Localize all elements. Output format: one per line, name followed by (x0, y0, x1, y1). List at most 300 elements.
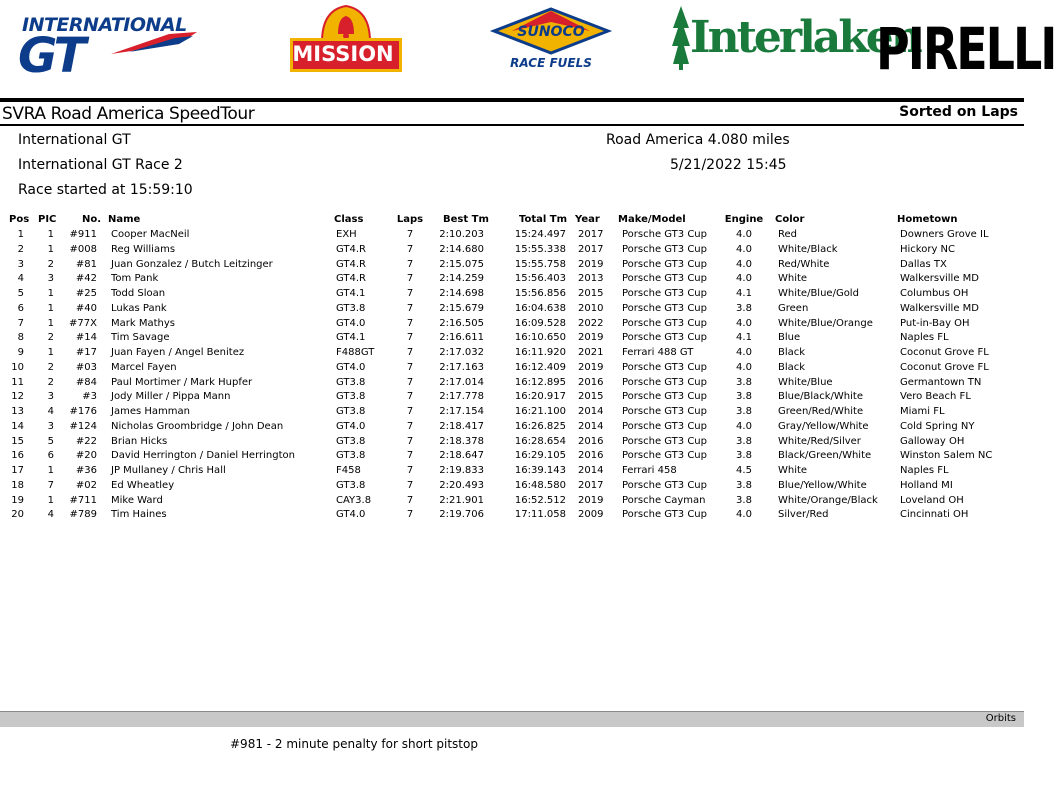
cell-year: 2009 (578, 509, 604, 521)
cell-engine: 3.8 (736, 376, 752, 388)
cell-driver-name: Brian Hicks (111, 435, 168, 447)
sunoco-diamond-icon (492, 8, 610, 54)
cell-pic: 1 (47, 229, 54, 240)
header-pos: Pos (9, 214, 30, 225)
cell-make-model: Porsche GT3 Cup (622, 288, 707, 299)
cell-make-model: Porsche GT3 Cup (622, 509, 707, 521)
cell-pos: 20 (11, 509, 24, 521)
cell-best-time: 2:14.698 (439, 288, 484, 299)
cell-total-time: 16:52.512 (514, 494, 566, 506)
cell-color: White/Red/Silver (778, 435, 861, 447)
table-row (0, 493, 1024, 508)
checkered-sweep-icon (109, 30, 199, 56)
cell-laps: 7 (406, 465, 414, 476)
cell-engine: 4.0 (736, 361, 752, 373)
cell-laps: 7 (406, 243, 414, 255)
cell-engine: 3.8 (736, 391, 752, 403)
cell-engine: 3.8 (736, 479, 752, 491)
pirelli-logo (876, 10, 1055, 83)
cell-year: 2014 (578, 420, 604, 432)
cell-pos: 12 (11, 391, 24, 403)
cell-best-time: 2:20.493 (439, 479, 484, 491)
cell-car-number: #176 (69, 406, 97, 417)
cell-class: GT3.8 (336, 302, 366, 314)
orbits-label: Orbits (985, 713, 1016, 724)
cell-year: 2022 (578, 317, 604, 329)
igt-logo-top-text: INTERNATIONAL (22, 14, 187, 36)
cell-laps: 7 (406, 435, 414, 447)
cell-pic: 3 (47, 420, 54, 432)
cell-best-time: 2:17.778 (439, 391, 484, 403)
cell-driver-name: Reg Williams (111, 243, 176, 255)
cell-total-time: 16:39.143 (514, 465, 566, 476)
table-row (0, 419, 1024, 434)
cell-class: GT3.8 (336, 435, 366, 447)
table-row (0, 257, 1024, 272)
cell-class: GT4.0 (336, 420, 366, 432)
cell-class: GT4.R (336, 258, 366, 270)
header-year: Year (575, 214, 600, 225)
cell-driver-name: Todd Sloan (111, 288, 166, 299)
cell-color: Black/Green/White (778, 450, 872, 462)
cell-engine: 4.0 (736, 229, 752, 240)
cell-color: Green/Red/White (778, 406, 864, 417)
cell-engine: 4.0 (736, 347, 752, 358)
cell-make-model: Ferrari 458 (622, 465, 677, 476)
cell-class: GT3.8 (336, 391, 366, 403)
cell-pic: 4 (47, 509, 54, 521)
cell-driver-name: Tim Haines (111, 509, 167, 521)
cell-engine: 3.8 (736, 302, 752, 314)
cell-total-time: 15:55.758 (514, 258, 566, 270)
cell-year: 2016 (578, 450, 604, 462)
table-row (0, 345, 1024, 360)
cell-laps: 7 (406, 347, 414, 358)
cell-total-time: 15:56.856 (514, 288, 566, 299)
race-name: International GT Race 2 (18, 157, 183, 173)
international-gt-logo (14, 10, 199, 84)
cell-driver-name: Mike Ward (111, 494, 163, 506)
cell-car-number: #02 (75, 479, 97, 491)
cell-class: GT4.0 (336, 317, 366, 329)
cell-total-time: 16:20.917 (514, 391, 566, 403)
cell-driver-name: JP Mullaney / Chris Hall (111, 465, 226, 476)
cell-total-time: 16:12.409 (514, 361, 566, 373)
table-row (0, 404, 1024, 419)
cell-pic: 1 (47, 302, 54, 314)
cell-total-time: 16:26.825 (514, 420, 566, 432)
header-pic: PIC (38, 214, 57, 225)
cell-hometown: Miami FL (900, 406, 945, 417)
cell-color: Red (778, 229, 797, 240)
cell-year: 2019 (578, 494, 604, 506)
table-row (0, 271, 1024, 286)
table-row (0, 448, 1024, 463)
cell-engine: 3.8 (736, 494, 752, 506)
header-hometown: Hometown (897, 214, 958, 225)
cell-year: 2017 (578, 479, 604, 491)
cell-pos: 10 (11, 361, 24, 373)
cell-engine: 4.0 (736, 317, 752, 329)
cell-class: F458 (336, 465, 361, 476)
cell-laps: 7 (406, 420, 414, 432)
cell-year: 2013 (578, 273, 604, 285)
cell-total-time: 16:29.105 (514, 450, 566, 462)
cell-best-time: 2:17.014 (439, 376, 484, 388)
cell-class: GT4.1 (336, 288, 366, 299)
cell-driver-name: Paul Mortimer / Mark Hupfer (111, 376, 253, 388)
cell-class: EXH (336, 229, 357, 240)
cell-laps: 7 (406, 376, 414, 388)
cell-engine: 4.0 (736, 420, 752, 432)
table-row (0, 242, 1024, 257)
cell-hometown: Naples FL (900, 332, 949, 344)
cell-class: GT4.0 (336, 509, 366, 521)
cell-hometown: Hickory NC (900, 243, 956, 255)
cell-total-time: 15:56.403 (514, 273, 566, 285)
cell-pos: 4 (17, 273, 24, 285)
table-row (0, 478, 1024, 493)
cell-pic: 4 (47, 406, 54, 417)
cell-pos: 1 (17, 229, 24, 240)
interlaken-logo (672, 2, 920, 72)
table-row (0, 434, 1024, 449)
cell-make-model: Porsche GT3 Cup (622, 273, 707, 285)
cell-make-model: Porsche GT3 Cup (622, 317, 707, 329)
cell-pos: 5 (17, 288, 24, 299)
cell-best-time: 2:18.417 (439, 420, 484, 432)
cell-laps: 7 (406, 450, 414, 462)
cell-car-number: #25 (75, 288, 97, 299)
race-datetime: 5/21/2022 15:45 (670, 157, 787, 173)
footer-bar (0, 711, 1024, 727)
cell-year: 2014 (578, 406, 604, 417)
cell-car-number: #789 (69, 509, 97, 521)
cell-car-number: #40 (75, 302, 97, 314)
table-row (0, 389, 1024, 404)
table-row (0, 375, 1024, 390)
cell-pos: 13 (11, 406, 24, 417)
cell-color: White (778, 465, 808, 476)
cell-engine: 4.0 (736, 258, 752, 270)
cell-driver-name: James Hamman (111, 406, 190, 417)
mission-logo-text: MISSION (292, 42, 394, 66)
cell-year: 2015 (578, 391, 604, 403)
cell-engine: 4.5 (736, 465, 752, 476)
cell-best-time: 2:15.679 (439, 302, 484, 314)
cell-pos: 17 (11, 465, 24, 476)
cell-best-time: 2:21.901 (439, 494, 484, 506)
cell-car-number: #42 (75, 273, 97, 285)
cell-driver-name: Marcel Fayen (111, 361, 177, 373)
cell-hometown: Put-in-Bay OH (900, 317, 970, 329)
cell-hometown: Galloway OH (900, 435, 965, 447)
cell-hometown: Vero Beach FL (900, 391, 971, 403)
cell-color: White/Blue (778, 376, 833, 388)
cell-car-number: #84 (75, 376, 97, 388)
cell-best-time: 2:15.075 (439, 258, 484, 270)
table-row (0, 360, 1024, 375)
bell-crest-icon (318, 4, 374, 42)
header-name: Name (108, 214, 141, 225)
cell-pic: 3 (47, 273, 54, 285)
cell-hometown: Cincinnati OH (900, 509, 969, 521)
cell-driver-name: Juan Gonzalez / Butch Leitzinger (111, 258, 273, 270)
cell-best-time: 2:18.647 (439, 450, 484, 462)
event-title: SVRA Road America SpeedTour (2, 104, 255, 124)
cell-total-time: 16:12.895 (514, 376, 566, 388)
cell-hometown: Downers Grove IL (900, 229, 989, 240)
cell-color: Red/White (778, 258, 830, 270)
cell-hometown: Walkersville MD (900, 273, 979, 285)
cell-best-time: 2:17.154 (439, 406, 484, 417)
cell-total-time: 16:11.920 (514, 347, 566, 358)
cell-car-number: #81 (75, 258, 97, 270)
cell-make-model: Porsche GT3 Cup (622, 258, 707, 270)
cell-make-model: Porsche GT3 Cup (622, 376, 707, 388)
cell-total-time: 16:10.650 (514, 332, 566, 344)
cell-laps: 7 (406, 406, 414, 417)
cell-year: 2019 (578, 258, 604, 270)
cell-year: 2016 (578, 435, 604, 447)
cell-total-time: 16:09.528 (514, 317, 566, 329)
series-name: International GT (18, 132, 131, 148)
cell-driver-name: Jody Miller / Pippa Mann (111, 391, 231, 403)
cell-total-time: 16:48.580 (514, 479, 566, 491)
cell-car-number: #008 (69, 243, 97, 255)
cell-driver-name: Ed Wheatley (111, 479, 175, 491)
penalty-note: #981 - 2 minute penalty for short pitstop (230, 737, 478, 751)
cell-laps: 7 (406, 273, 414, 285)
cell-class: GT3.8 (336, 450, 366, 462)
cell-make-model: Porsche GT3 Cup (622, 332, 707, 344)
cell-driver-name: Tim Savage (111, 332, 170, 344)
cell-class: GT4.R (336, 273, 366, 285)
cell-make-model: Porsche GT3 Cup (622, 450, 707, 462)
sunoco-logo-subtext: RACE FUELS (510, 56, 592, 70)
cell-engine: 4.0 (736, 243, 752, 255)
cell-color: Gray/Yellow/White (778, 420, 869, 432)
cell-hometown: Dallas TX (900, 258, 947, 270)
cell-engine: 4.1 (736, 332, 752, 344)
cell-total-time: 16:28.654 (514, 435, 566, 447)
cell-engine: 3.8 (736, 450, 752, 462)
cell-pos: 8 (17, 332, 24, 344)
cell-car-number: #124 (69, 420, 97, 432)
cell-laps: 7 (406, 509, 414, 521)
header-rule (0, 98, 1024, 102)
cell-make-model: Porsche GT3 Cup (622, 302, 707, 314)
cell-total-time: 15:24.497 (514, 229, 566, 240)
header-no: No. (82, 214, 102, 225)
header-engine: Engine (724, 214, 764, 225)
cell-hometown: Loveland OH (900, 494, 964, 506)
cell-pic: 1 (47, 288, 54, 299)
cell-pic: 2 (47, 361, 54, 373)
cell-year: 2019 (578, 332, 604, 344)
cell-driver-name: Lukas Pank (111, 302, 167, 314)
table-header-row (0, 212, 1024, 227)
cell-best-time: 2:19.706 (439, 509, 484, 521)
cell-laps: 7 (406, 288, 414, 299)
cell-year: 2019 (578, 361, 604, 373)
cell-year: 2017 (578, 243, 604, 255)
cell-total-time: 15:55.338 (514, 243, 566, 255)
cell-pos: 7 (17, 317, 24, 329)
cell-driver-name: Tom Pank (111, 273, 159, 285)
table-row (0, 507, 1024, 522)
cell-pic: 2 (47, 332, 54, 344)
cell-class: GT4.1 (336, 332, 366, 344)
sponsor-logos (0, 0, 1055, 90)
cell-pic: 2 (47, 258, 54, 270)
header-class: Class (334, 214, 364, 225)
table-body (0, 227, 1024, 522)
header-make-model: Make/Model (618, 214, 686, 225)
cell-engine: 4.1 (736, 288, 752, 299)
cell-car-number: #20 (75, 450, 97, 462)
header-total-time: Total Tm (519, 214, 568, 225)
cell-driver-name: Nicholas Groombridge / John Dean (111, 420, 284, 432)
cell-pic: 1 (47, 317, 54, 329)
cell-color: White/Black (778, 243, 838, 255)
sunoco-logo (492, 8, 610, 72)
cell-car-number: #14 (75, 332, 97, 344)
mission-logo (290, 4, 402, 72)
cell-pic: 7 (47, 479, 54, 491)
pirelli-logo-text: PIRELLI (876, 15, 1055, 83)
cell-best-time: 2:16.505 (439, 317, 484, 329)
cell-laps: 7 (406, 317, 414, 329)
cell-make-model: Porsche GT3 Cup (622, 420, 707, 432)
cell-color: Blue/Yellow/White (778, 479, 867, 491)
table-row (0, 316, 1024, 331)
cell-pic: 1 (47, 465, 54, 476)
table-row (0, 330, 1024, 345)
cell-laps: 7 (406, 229, 414, 240)
igt-logo-gt-text: GT (18, 28, 84, 84)
cell-hometown: Columbus OH (900, 288, 969, 299)
cell-laps: 7 (406, 494, 414, 506)
cell-make-model: Porsche GT3 Cup (622, 391, 707, 403)
cell-laps: 7 (406, 332, 414, 344)
cell-hometown: Coconut Grove FL (900, 347, 989, 358)
cell-engine: 3.8 (736, 406, 752, 417)
cell-pos: 16 (11, 450, 24, 462)
cell-car-number: #3 (82, 391, 97, 403)
cell-color: White/Blue/Orange (778, 317, 873, 329)
cell-color: White/Blue/Gold (778, 288, 859, 299)
pine-tree-icon (672, 6, 690, 70)
cell-hometown: Holland MI (900, 479, 953, 491)
cell-color: Blue/Black/White (778, 391, 863, 403)
cell-pic: 6 (47, 450, 54, 462)
cell-pos: 6 (17, 302, 24, 314)
cell-best-time: 2:17.163 (439, 361, 484, 373)
cell-hometown: Coconut Grove FL (900, 361, 989, 373)
cell-best-time: 2:14.680 (439, 243, 484, 255)
cell-color: Green (778, 302, 809, 314)
cell-pos: 9 (17, 347, 24, 358)
cell-best-time: 2:19.833 (439, 465, 484, 476)
cell-laps: 7 (406, 302, 414, 314)
cell-year: 2021 (578, 347, 604, 358)
cell-pic: 1 (47, 347, 54, 358)
cell-year: 2014 (578, 465, 604, 476)
cell-color: Black (778, 347, 806, 358)
cell-best-time: 2:18.378 (439, 435, 484, 447)
cell-class: GT3.8 (336, 376, 366, 388)
cell-year: 2016 (578, 376, 604, 388)
cell-pic: 1 (47, 243, 54, 255)
cell-hometown: Winston Salem NC (900, 450, 993, 462)
track-info: Road America 4.080 miles (606, 132, 790, 148)
cell-year: 2015 (578, 288, 604, 299)
cell-make-model: Porsche GT3 Cup (622, 406, 707, 417)
table-row (0, 463, 1024, 478)
cell-make-model: Porsche GT3 Cup (622, 243, 707, 255)
cell-driver-name: David Herrington / Daniel Herrington (111, 450, 295, 462)
cell-class: CAY3.8 (336, 494, 372, 506)
cell-best-time: 2:10.203 (439, 229, 484, 240)
cell-color: Silver/Red (778, 509, 829, 521)
cell-color: White (778, 273, 808, 285)
cell-laps: 7 (406, 391, 414, 403)
cell-color: White/Orange/Black (778, 494, 878, 506)
cell-class: GT4.0 (336, 361, 366, 373)
cell-class: GT3.8 (336, 479, 366, 491)
cell-total-time: 17:11.058 (514, 509, 566, 521)
sunoco-logo-text: SUNOCO (517, 24, 585, 40)
table-row (0, 227, 1024, 242)
cell-year: 2010 (578, 302, 604, 314)
cell-laps: 7 (406, 258, 414, 270)
table-row (0, 301, 1024, 316)
results-table (0, 212, 1024, 522)
header-best-time: Best Tm (443, 214, 489, 225)
cell-car-number: #22 (75, 435, 97, 447)
interlaken-logo-text: Interlaken (690, 12, 920, 63)
cell-pic: 1 (47, 494, 54, 506)
header-laps: Laps (396, 214, 424, 225)
cell-make-model: Porsche Cayman (622, 494, 706, 506)
cell-engine: 4.0 (736, 273, 752, 285)
cell-pic: 5 (47, 435, 54, 447)
cell-make-model: Porsche GT3 Cup (622, 435, 707, 447)
cell-class: GT3.8 (336, 406, 366, 417)
cell-color: Blue (778, 332, 801, 344)
cell-engine: 4.0 (736, 509, 752, 521)
cell-pic: 2 (47, 376, 54, 388)
cell-make-model: Porsche GT3 Cup (622, 229, 707, 240)
cell-driver-name: Mark Mathys (111, 317, 175, 329)
cell-car-number: #36 (75, 465, 97, 476)
cell-make-model: Porsche GT3 Cup (622, 361, 707, 373)
cell-laps: 7 (406, 361, 414, 373)
cell-car-number: #911 (69, 229, 97, 240)
cell-hometown: Walkersville MD (900, 302, 979, 314)
cell-car-number: #17 (75, 347, 97, 358)
cell-pos: 18 (11, 479, 24, 491)
header-color: Color (775, 214, 805, 225)
cell-hometown: Germantown TN (900, 376, 982, 388)
cell-laps: 7 (406, 479, 414, 491)
cell-hometown: Cold Spring NY (900, 420, 975, 432)
cell-best-time: 2:16.611 (439, 332, 484, 344)
cell-class: GT4.R (336, 243, 366, 255)
cell-pos: 3 (17, 258, 24, 270)
cell-year: 2017 (578, 229, 604, 240)
